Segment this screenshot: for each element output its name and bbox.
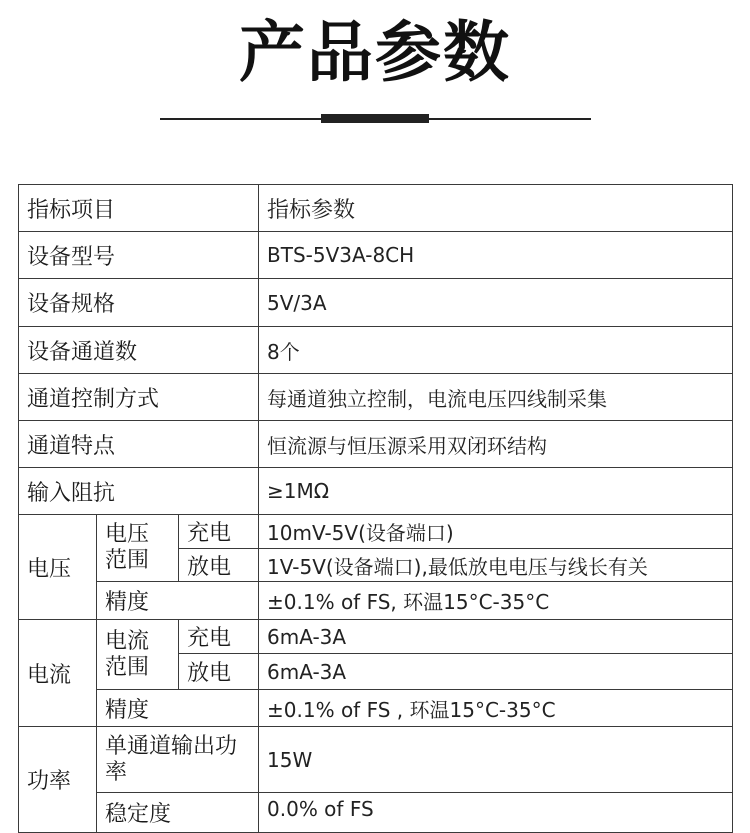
- voltage-discharge-value: 1V-5V(设备端口),最低放电电压与线长有关: [259, 549, 733, 582]
- row-value: ≥1MΩ: [259, 468, 733, 515]
- header-value-cell: 指标参数: [259, 185, 733, 232]
- voltage-group-label: 电压: [19, 515, 97, 620]
- power-single-output-label: 单通道输出功率: [97, 727, 259, 793]
- power-stability-label: 稳定度: [97, 793, 259, 833]
- table-row: [19, 374, 733, 421]
- voltage-discharge-label: 放电: [179, 549, 259, 582]
- voltage-accuracy-row: [19, 582, 733, 620]
- table-row: [19, 232, 733, 279]
- row-label: 输入阻抗: [19, 468, 259, 515]
- current-accuracy-row: [19, 690, 733, 727]
- power-stability-value: 0.0% of FS: [259, 793, 733, 833]
- current-charge-value: 6mA-3A: [259, 620, 733, 654]
- voltage-charge-value: 10mV-5V(设备端口): [259, 515, 733, 549]
- power-output-row: [19, 727, 733, 793]
- current-charge-label: 充电: [179, 620, 259, 654]
- row-value: 恒流源与恒压源采用双闭环结构: [259, 421, 733, 468]
- header-item-cell: 指标项目: [19, 185, 259, 232]
- row-label: 设备型号: [19, 232, 259, 279]
- row-value: 8个: [259, 327, 733, 374]
- voltage-accuracy-label: 精度: [97, 582, 259, 620]
- voltage-charge-label: 充电: [179, 515, 259, 549]
- table-header-row: [19, 185, 733, 232]
- voltage-range-label: 电压范围: [97, 515, 179, 582]
- power-single-output-value: 15W: [259, 727, 733, 793]
- current-discharge-label: 放电: [179, 654, 259, 690]
- table-row: [19, 279, 733, 327]
- current-range-label: 电流范围: [97, 620, 179, 690]
- table-row: [19, 421, 733, 468]
- row-label: 设备规格: [19, 279, 259, 327]
- current-accuracy-value: ±0.1% of FS , 环温15°C-35°C: [259, 690, 733, 727]
- current-discharge-value: 6mA-3A: [259, 654, 733, 690]
- row-value: 每通道独立控制，电流电压四线制采集: [259, 374, 733, 421]
- voltage-charge-row: [19, 515, 733, 549]
- power-group-label: 功率: [19, 727, 97, 833]
- current-group-label: 电流: [19, 620, 97, 727]
- row-value: BTS-5V3A-8CH: [259, 232, 733, 279]
- current-accuracy-label: 精度: [97, 690, 259, 727]
- power-stability-row: [19, 793, 733, 833]
- table-row: [19, 468, 733, 515]
- voltage-accuracy-value: ±0.1% of FS, 环温15°C-35°C: [259, 582, 733, 620]
- row-label: 通道控制方式: [19, 374, 259, 421]
- row-value: 5V/3A: [259, 279, 733, 327]
- spec-table: [18, 184, 733, 833]
- row-label: 通道特点: [19, 421, 259, 468]
- row-label: 设备通道数: [19, 327, 259, 374]
- title-divider-accent: [321, 114, 429, 123]
- page-title: 产品参数: [239, 14, 511, 91]
- table-row: [19, 327, 733, 374]
- current-charge-row: [19, 620, 733, 654]
